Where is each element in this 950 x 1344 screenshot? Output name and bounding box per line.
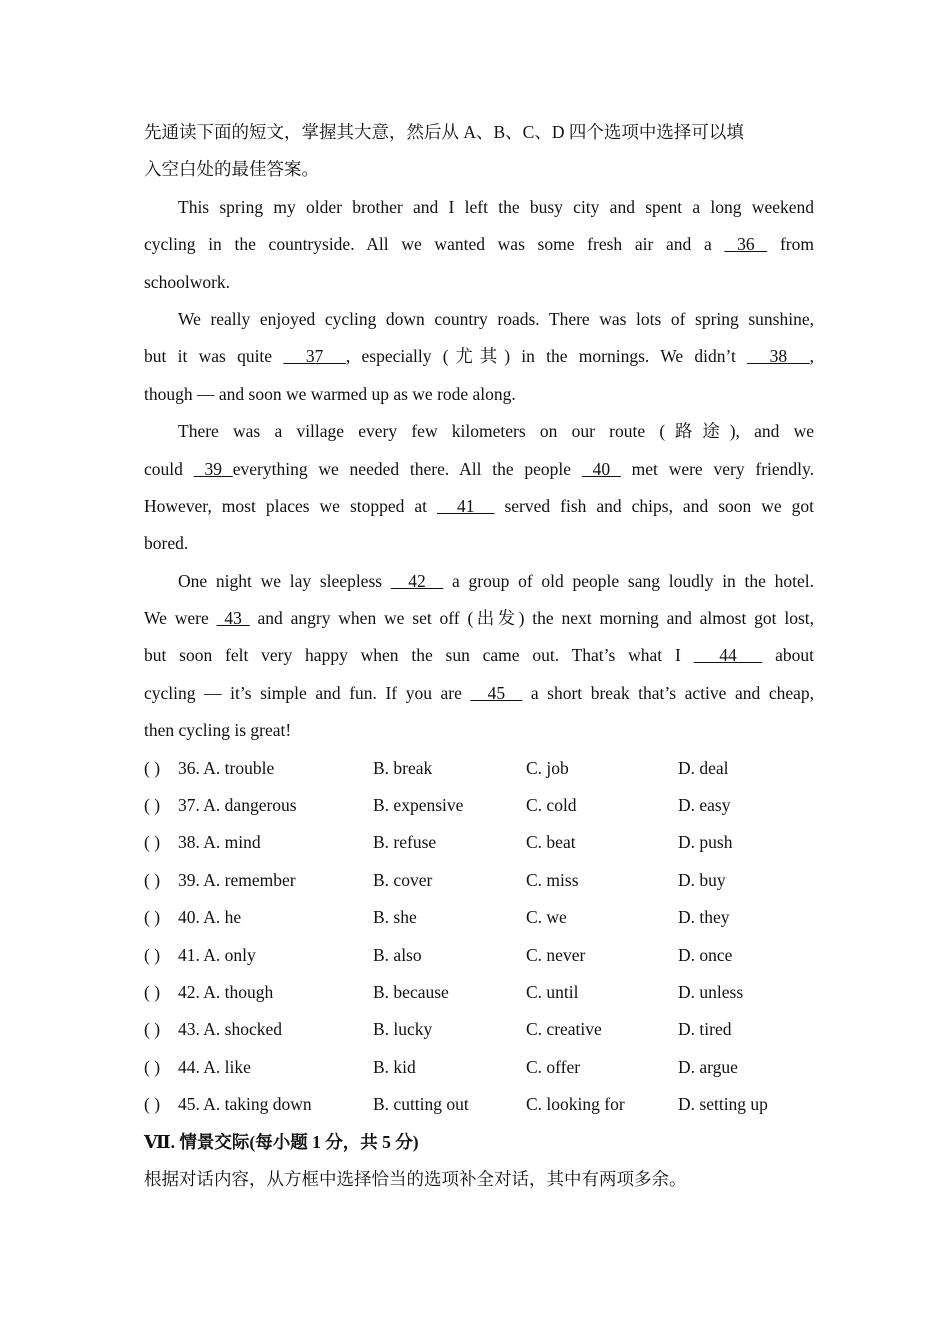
section-heading: Ⅶ. 情景交际(每小题 1 分，共 5 分) <box>144 1131 419 1152</box>
option-d: D. they <box>678 907 730 928</box>
option-c: C. looking for <box>526 1094 625 1115</box>
option-c: C. creative <box>526 1019 602 1040</box>
option-c: C. offer <box>526 1056 581 1077</box>
option-c: C. until <box>526 981 579 1002</box>
question-row <box>144 1011 814 1048</box>
question-row <box>144 899 814 936</box>
question-row <box>144 937 814 974</box>
option-a: 38. A. mind <box>178 832 261 853</box>
option-a: 43. A. shocked <box>178 1019 283 1040</box>
question-row <box>144 974 814 1011</box>
option-a: 44. A. like <box>178 1056 251 1077</box>
option-b: B. refuse <box>373 832 437 853</box>
answer-paren: ( ) <box>144 1019 161 1040</box>
answer-paren: ( ) <box>144 981 161 1002</box>
blank-45: 45 <box>470 682 523 703</box>
blank-38: 38 <box>747 346 810 367</box>
passage-p4-line-5: then cycling is great! <box>144 720 292 741</box>
option-a: 45. A. taking down <box>178 1094 312 1115</box>
instruction-line-1: 先通读下面的短文，掌握其大意，然后从 A、B、C、D 四个选项中选择可以填 <box>144 122 744 142</box>
option-d: D. tired <box>678 1019 732 1040</box>
option-c: C. cold <box>526 795 577 816</box>
option-c: C. we <box>526 907 567 928</box>
option-b: B. expensive <box>373 795 464 816</box>
option-b: B. lucky <box>373 1019 433 1040</box>
blank-39: 39 <box>193 458 233 479</box>
document-page <box>144 114 814 1198</box>
option-a: 39. A. remember <box>178 869 296 890</box>
answer-paren: ( ) <box>144 944 161 965</box>
option-b: B. cutting out <box>373 1094 469 1115</box>
answer-paren: ( ) <box>144 1094 161 1115</box>
blank-36: 36 <box>724 234 768 255</box>
blank-40: 40 <box>581 458 621 479</box>
passage-p4-line-1: One night we lay sleepless 42 a group of old people sang loudly in the hotel. <box>178 570 815 591</box>
blank-43: 43 <box>216 608 250 629</box>
blank-44: 44 <box>693 645 763 666</box>
answer-paren: ( ) <box>144 1056 161 1077</box>
option-a: 36. A. trouble <box>178 757 275 778</box>
answer-paren: ( ) <box>144 795 161 816</box>
option-d: D. push <box>678 832 733 853</box>
passage-p2-line-1: We really enjoyed cycling down country roads. There was lots of spring sunshine, <box>178 308 814 329</box>
option-a: 40. A. he <box>178 907 242 928</box>
passage-p1-line-2: cycling in the countryside. All we wanted was some fresh air and a 36 from <box>144 234 814 255</box>
option-c: C. miss <box>526 869 579 890</box>
option-a: 41. A. only <box>178 944 256 965</box>
option-d: D. deal <box>678 757 729 778</box>
option-a: 37. A. dangerous <box>178 795 297 816</box>
option-d: D. setting up <box>678 1094 768 1115</box>
question-row <box>144 750 814 787</box>
passage-p2-line-2: but it was quite 37 , especially (尤其) in the mornings. We didn’t 38 , <box>144 346 814 367</box>
answer-paren: ( ) <box>144 869 161 890</box>
option-c: C. job <box>526 757 569 778</box>
passage-p3-line-4: bored. <box>144 533 189 554</box>
blank-37: 37 <box>283 346 346 367</box>
passage-p4-line-3: but soon felt very happy when the sun came out. That’s what I 44 about <box>144 645 814 666</box>
option-d: D. argue <box>678 1056 738 1077</box>
blank-42: 42 <box>390 570 444 591</box>
answer-paren: ( ) <box>144 757 161 778</box>
passage-p3-line-3: However, most places we stopped at 41 served fish and chips, and soon we got <box>144 495 814 516</box>
option-d: D. once <box>678 944 733 965</box>
question-row <box>144 1086 814 1123</box>
option-a: 42. A. though <box>178 981 274 1002</box>
option-b: B. she <box>373 907 417 928</box>
passage-p4-line-2: We were 43 and angry when we set off (出发) the next morning and almost got lost, <box>144 608 815 629</box>
option-b: B. break <box>373 757 433 778</box>
question-row <box>144 862 814 899</box>
answer-paren: ( ) <box>144 907 161 928</box>
passage-p3-line-1: There was a village every few kilometers on our route (路途), and we <box>178 421 814 442</box>
blank-41: 41 <box>437 495 495 516</box>
question-list <box>144 750 814 1124</box>
option-d: D. unless <box>678 981 744 1002</box>
option-b: B. also <box>373 944 422 965</box>
passage-p1-line-1: This spring my older brother and I left the busy city and spent a long weekend <box>178 196 814 217</box>
option-c: C. beat <box>526 832 576 853</box>
question-row <box>144 1049 814 1086</box>
question-row <box>144 824 814 861</box>
option-d: D. buy <box>678 869 726 890</box>
answer-paren: ( ) <box>144 832 161 853</box>
passage-p1-line-3: schoolwork. <box>144 271 231 292</box>
option-b: B. cover <box>373 869 433 890</box>
option-b: B. kid <box>373 1056 416 1077</box>
passage-p2-line-3: though — and soon we warmed up as we rode along. <box>144 383 516 404</box>
passage-p4-line-4: cycling — it’s simple and fun. If you are 45 a short break that’s active and cheap, <box>144 682 815 703</box>
option-c: C. never <box>526 944 586 965</box>
option-b: B. because <box>373 981 449 1002</box>
section-instruction: 根据对话内容，从方框中选择恰当的选项补全对话，其中有两项多余。 <box>144 1168 687 1189</box>
passage-p3-line-2: could 39 everything we needed there. All the people 40 met were very friendly. <box>144 458 814 479</box>
option-d: D. easy <box>678 795 731 816</box>
question-row <box>144 787 814 824</box>
instruction-line-2: 入空白处的最佳答案。 <box>144 159 319 180</box>
